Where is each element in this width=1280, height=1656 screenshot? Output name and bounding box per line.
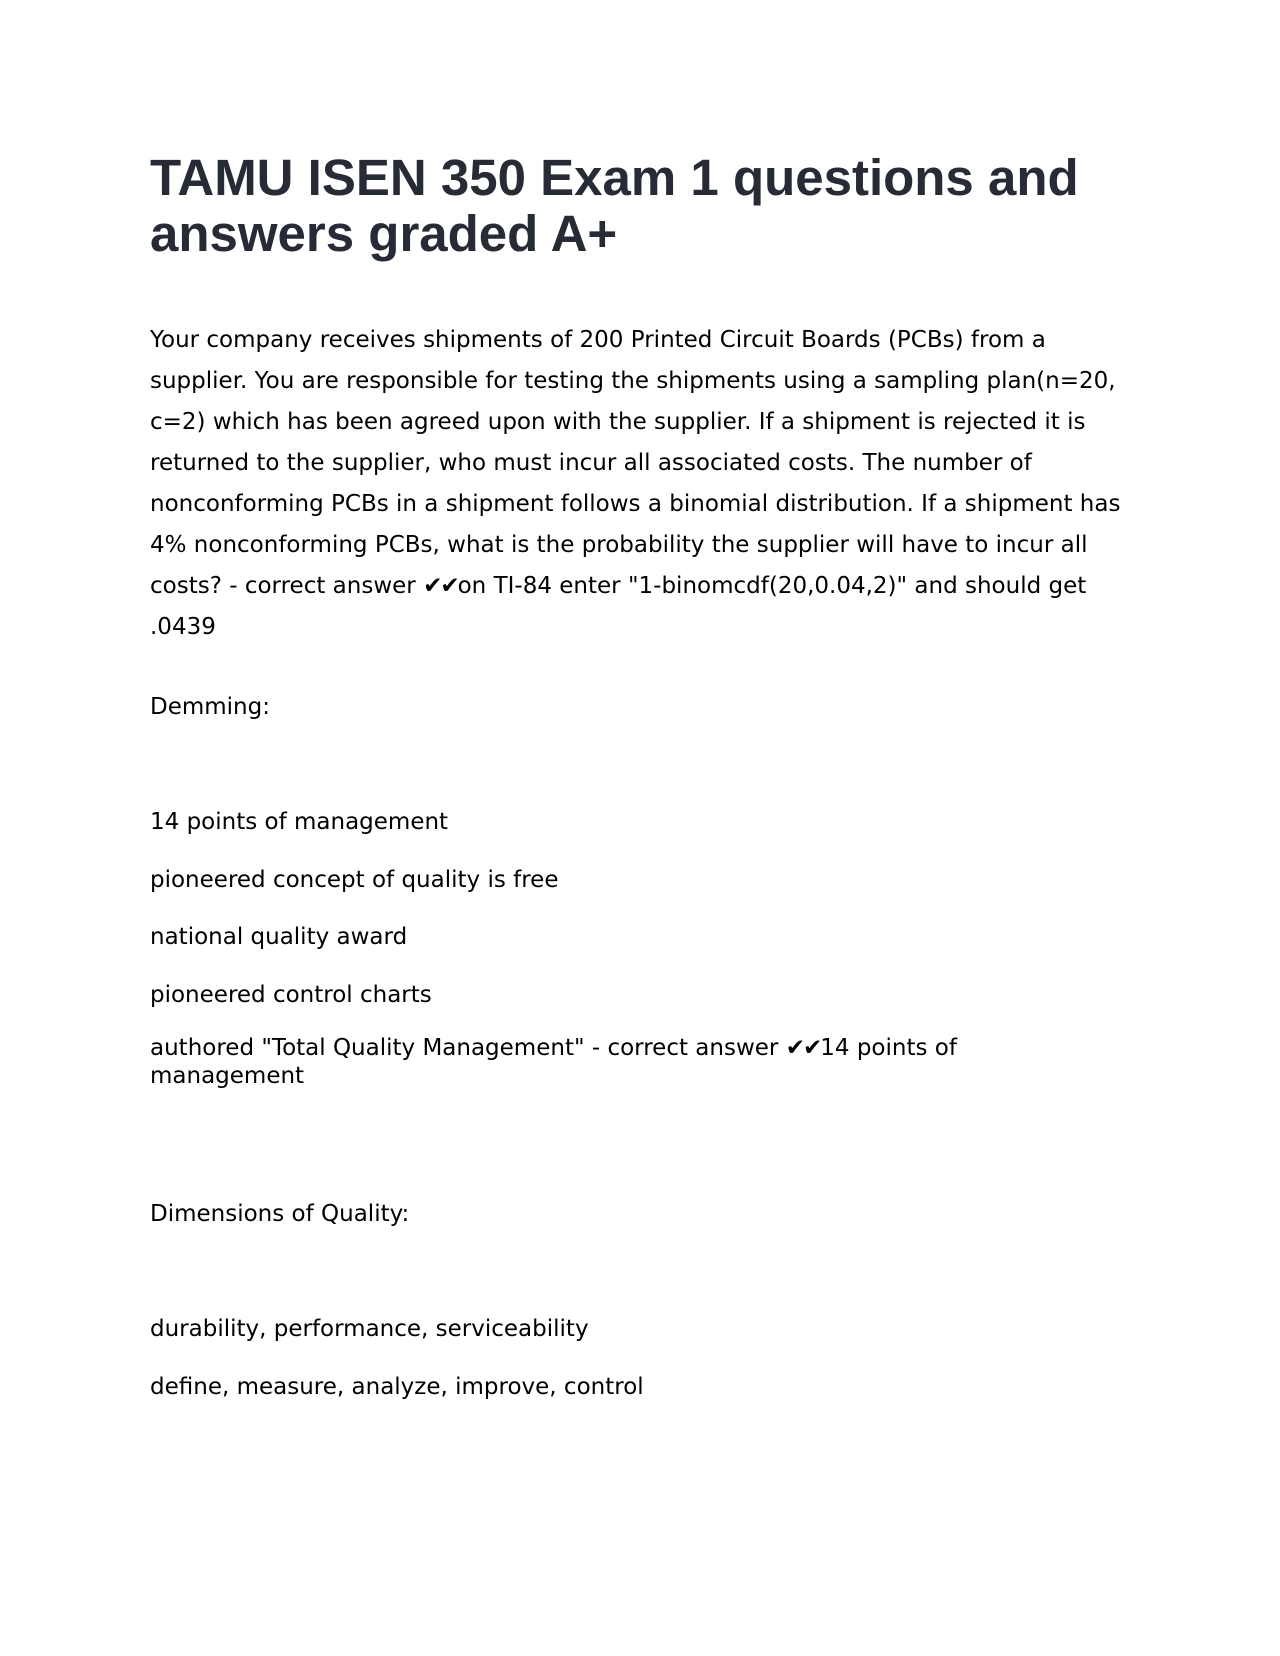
document-title: TAMU ISEN 350 Exam 1 questions and answers graded A+ (150, 149, 1079, 262)
question-2-option-1: 14 points of management (150, 809, 449, 835)
document-page (150, 149, 1130, 1400)
question-2-option-2: pioneered concept of quality is free (150, 867, 559, 893)
question-3-option-2: define, measure, analyze, improve, control (150, 1374, 644, 1400)
question-1-prompt: Your company receives shipments of 200 Printed Circuit Boards (PCBs) from a supplier. You are responsible for testing the shipments using a sampling plan(n=20, c=2) which has been agreed upon with the supplier. If a shipment is rejected it is returned to the supplier, who must incur all associated costs. The number of nonconforming PCBs in a shipment follows a binomial distribution. If a shipment has 4% nonconforming PCBs, what is the probability the supplier will have to incur all costs? - correct answer (150, 327, 1121, 599)
question-1-answer: on TI-84 enter "1-binomcdf(20,0.04,2)" and should get .0439 (150, 573, 1087, 640)
question-2-answer: 14 points of management (150, 1035, 957, 1089)
checkmark-icon: ✔✔ (423, 573, 458, 599)
question-1-text (150, 320, 1130, 648)
question-3-prompt: Dimensions of Quality: (150, 1201, 410, 1227)
question-2-option-5 (150, 1034, 1030, 1090)
question-2-option-3: national quality award (150, 924, 408, 950)
checkmark-icon: ✔✔ (785, 1035, 821, 1061)
question-2-option-4: pioneered control charts (150, 982, 432, 1008)
question-2-last-option: authored "Total Quality Management" - correct answer (150, 1035, 786, 1061)
question-3-option-1: durability, performance, serviceability (150, 1316, 589, 1342)
question-2-prompt: Demming: (150, 694, 270, 720)
